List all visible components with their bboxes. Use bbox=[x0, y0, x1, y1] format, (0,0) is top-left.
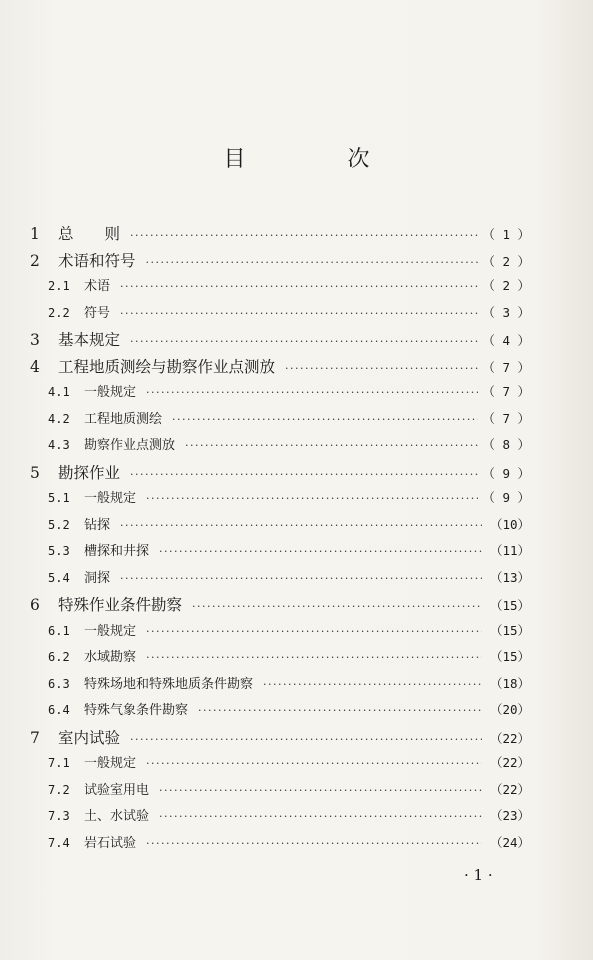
dot-leader bbox=[146, 837, 482, 850]
entry-page-number: （ 7 ） bbox=[482, 410, 530, 426]
entry-number: 7 bbox=[30, 728, 40, 747]
entry-label: 符号 bbox=[84, 305, 111, 321]
toc-section-entry bbox=[30, 646, 530, 673]
entry-label: 术语 bbox=[84, 279, 111, 294]
entry-label: 特殊场地和特殊地质条件勘察 bbox=[84, 676, 254, 692]
toc-section-entry bbox=[30, 514, 530, 541]
toc-chapter-entry bbox=[30, 249, 530, 276]
entry-page-number: （15） bbox=[489, 649, 530, 664]
entry-page-number: （ 8 ） bbox=[482, 437, 530, 452]
entry-number: 6.1 bbox=[48, 623, 70, 638]
entry-page-number: （13） bbox=[489, 569, 530, 585]
dot-leader bbox=[285, 362, 478, 375]
dot-leader bbox=[159, 784, 482, 797]
toc-section-entry bbox=[30, 302, 530, 329]
entry-page-number: （ 9 ） bbox=[482, 490, 530, 505]
toc-section-entry bbox=[30, 434, 530, 461]
toc-title: 目 次 bbox=[223, 147, 410, 172]
toc-section-entry bbox=[30, 408, 530, 435]
entry-page-number: （22） bbox=[489, 755, 530, 770]
entry-page-number: （ 4 ） bbox=[482, 333, 530, 348]
dot-leader bbox=[159, 810, 482, 823]
entry-label: 术语和符号 bbox=[58, 251, 136, 270]
dot-leader bbox=[172, 413, 478, 426]
entry-number: 2.2 bbox=[48, 305, 70, 320]
entry-number: 2 bbox=[30, 251, 40, 270]
entry-number: 5.4 bbox=[48, 570, 70, 585]
page-number: · 1 · bbox=[464, 866, 493, 884]
entry-label: 一般规定 bbox=[84, 385, 137, 400]
toc-chapter-entry bbox=[30, 328, 530, 355]
entry-label: 洞探 bbox=[84, 570, 111, 586]
dot-leader bbox=[146, 492, 478, 505]
entry-label: 勘察作业点测放 bbox=[84, 438, 176, 453]
entry-page-number: （24） bbox=[489, 834, 530, 850]
dot-leader bbox=[130, 733, 482, 746]
toc-section-entry bbox=[30, 487, 530, 514]
toc-chapter-entry bbox=[30, 461, 530, 488]
dot-leader bbox=[120, 572, 482, 585]
toc-chapter-entry bbox=[30, 222, 530, 249]
toc-section-entry bbox=[30, 832, 530, 859]
dot-leader bbox=[146, 757, 482, 770]
toc-section-entry bbox=[30, 779, 530, 806]
toc-chapter-entry bbox=[30, 726, 530, 753]
entry-label: 特殊气象条件勘察 bbox=[84, 703, 189, 718]
dot-leader bbox=[120, 307, 478, 320]
entry-label: 水域勘察 bbox=[84, 650, 137, 665]
entry-number: 1 bbox=[30, 225, 40, 243]
entry-label: 工程地质测绘 bbox=[84, 411, 163, 427]
toc-chapter-entry bbox=[30, 355, 530, 382]
table-of-contents bbox=[30, 222, 530, 858]
entry-page-number: （22） bbox=[489, 781, 530, 797]
entry-label: 工程地质测绘与勘察作业点测放 bbox=[58, 357, 276, 376]
toc-section-entry bbox=[30, 567, 530, 594]
entry-label: 一般规定 bbox=[84, 756, 137, 771]
dot-leader bbox=[146, 625, 482, 638]
toc-section-entry bbox=[30, 275, 530, 302]
entry-number: 5.1 bbox=[48, 491, 70, 505]
entry-number: 7.2 bbox=[48, 782, 70, 797]
dot-leader bbox=[263, 678, 482, 691]
entry-label: 总 则 bbox=[58, 225, 121, 243]
dot-leader bbox=[146, 256, 479, 269]
entry-number: 7.1 bbox=[48, 756, 70, 770]
entry-page-number: （ 2 ） bbox=[482, 278, 530, 293]
entry-number: 6.3 bbox=[48, 676, 70, 691]
entry-label: 特殊作业条件勘察 bbox=[58, 596, 183, 614]
entry-number: 4 bbox=[30, 357, 40, 376]
entry-number: 6 bbox=[30, 596, 40, 614]
toc-section-entry bbox=[30, 699, 530, 726]
entry-number: 5.3 bbox=[48, 544, 70, 558]
toc-section-entry bbox=[30, 620, 530, 647]
toc-section-entry bbox=[30, 752, 530, 779]
entry-number: 3 bbox=[30, 331, 40, 349]
entry-label: 勘探作业 bbox=[58, 463, 121, 482]
dot-leader bbox=[130, 335, 478, 348]
dot-leader bbox=[159, 545, 482, 558]
entry-number: 4.1 bbox=[48, 385, 70, 399]
entry-label: 一般规定 bbox=[84, 491, 137, 506]
entry-label: 土、水试验 bbox=[84, 809, 150, 824]
entry-number: 5 bbox=[30, 463, 40, 482]
entry-label: 钻探 bbox=[84, 517, 111, 533]
entry-page-number: （11） bbox=[489, 543, 530, 558]
entry-page-number: （15） bbox=[489, 598, 530, 613]
entry-page-number: （ 3 ） bbox=[482, 304, 530, 320]
entry-label: 槽探和井探 bbox=[84, 544, 150, 559]
entry-number: 6.4 bbox=[48, 703, 70, 717]
entry-page-number: （18） bbox=[489, 675, 530, 691]
entry-page-number: （ 1 ） bbox=[482, 227, 530, 242]
dot-leader bbox=[146, 386, 478, 399]
entry-label: 基本规定 bbox=[58, 331, 121, 349]
entry-page-number: （10） bbox=[489, 516, 530, 532]
entry-number: 6.2 bbox=[48, 650, 70, 664]
toc-chapter-entry bbox=[30, 593, 530, 620]
entry-page-number: （15） bbox=[489, 622, 530, 638]
entry-number: 4.2 bbox=[48, 411, 70, 426]
entry-number: 7.4 bbox=[48, 835, 70, 850]
toc-section-entry bbox=[30, 381, 530, 408]
entry-label: 试验室用电 bbox=[84, 782, 150, 798]
entry-number: 7.3 bbox=[48, 809, 70, 823]
entry-number: 4.3 bbox=[48, 438, 70, 452]
dot-leader bbox=[192, 600, 482, 613]
toc-section-entry bbox=[30, 805, 530, 832]
entry-page-number: （23） bbox=[489, 808, 530, 823]
entry-number: 5.2 bbox=[48, 517, 70, 532]
entry-label: 一般规定 bbox=[84, 623, 137, 639]
dot-leader bbox=[130, 468, 478, 481]
dot-leader bbox=[120, 280, 478, 293]
toc-section-entry bbox=[30, 540, 530, 567]
entry-number: 2.1 bbox=[48, 279, 70, 293]
toc-section-entry bbox=[30, 673, 530, 700]
dot-leader bbox=[146, 651, 482, 664]
entry-page-number: （ 9 ） bbox=[482, 465, 530, 481]
entry-page-number: （ 2 ） bbox=[482, 253, 530, 269]
entry-page-number: （22） bbox=[489, 730, 530, 746]
entry-page-number: （ 7 ） bbox=[482, 384, 530, 399]
dot-leader bbox=[130, 229, 478, 242]
entry-page-number: （20） bbox=[489, 702, 530, 717]
entry-label: 岩石试验 bbox=[84, 835, 137, 851]
dot-leader bbox=[198, 704, 482, 717]
entry-page-number: （ 7 ） bbox=[482, 359, 530, 375]
entry-label: 室内试验 bbox=[58, 728, 121, 747]
dot-leader bbox=[185, 439, 478, 452]
dot-leader bbox=[120, 519, 482, 532]
